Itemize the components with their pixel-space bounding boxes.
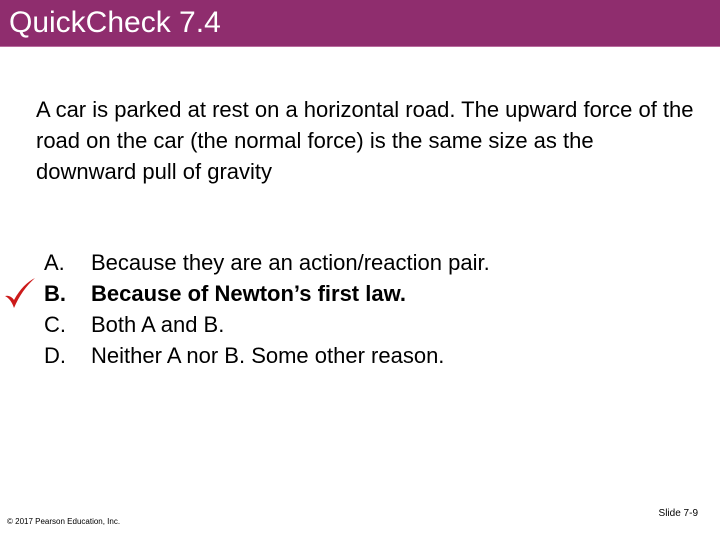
option-b[interactable]: [0, 279, 720, 309]
option-letter: B.: [44, 281, 66, 306]
option-text: Because of Newton’s first law.: [91, 281, 407, 306]
option-d[interactable]: [0, 341, 720, 371]
slide-number: Slide 7-9: [658, 508, 698, 519]
title-divider: [0, 46, 720, 47]
title-bar: [0, 0, 720, 46]
copyright-notice: © 2017 Pearson Education, Inc.: [7, 517, 121, 526]
option-letter: D.: [44, 343, 66, 368]
slide-title: QuickCheck 7.4: [9, 6, 221, 39]
question-text: A car is parked at rest on a horizontal road. The upward force of the road on the car (the normal force) is the same size as the downward pull of gravity: [36, 97, 694, 184]
option-text: Because they are an action/reaction pair.: [91, 250, 490, 275]
option-letter: A.: [44, 250, 65, 275]
option-a[interactable]: [0, 248, 720, 278]
option-letter: C.: [44, 312, 66, 337]
option-text: Neither A nor B. Some other reason.: [91, 343, 445, 368]
option-c[interactable]: [0, 310, 720, 340]
option-text: Both A and B.: [91, 312, 225, 337]
